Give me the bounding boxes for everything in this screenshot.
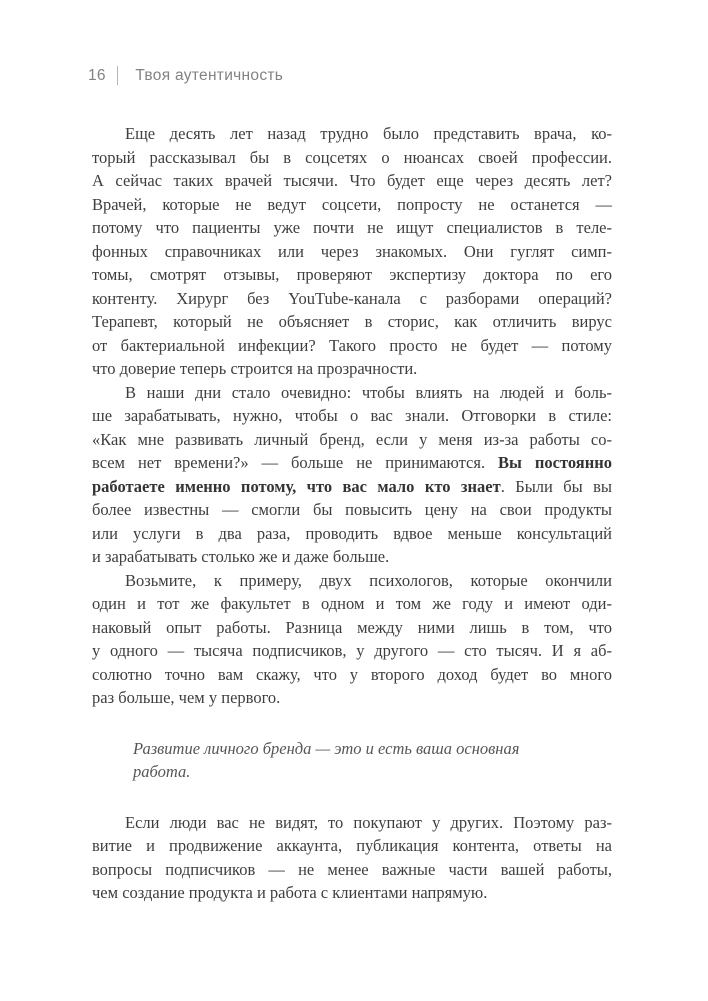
text-line: всем нет времени?» — больше не принимаются. Вы постоянно [92, 453, 612, 472]
text-line: «Как мне развивать личный бренд, если у меня из-за работы со- [92, 429, 612, 449]
running-title: Твоя аутентичность [135, 66, 284, 84]
text-line: контенту. Хирург без YouTube-канала с разборами операций? [92, 288, 612, 308]
text-line: раз больше, чем у первого. [92, 688, 281, 707]
text-line: вопросы подписчиков — не менее важные части вашей работы, [92, 859, 612, 879]
paragraph [92, 381, 612, 569]
page-header [88, 66, 283, 85]
text-line: чем создание продукта и работа с клиентами напрямую. [92, 883, 488, 902]
text-line: ше зарабатывать, нужно, чтобы о вас знали. Отговорки в стиле: [92, 406, 612, 425]
text-line: работаете именно потому, что вас мало кто знает. Были бы вы [92, 476, 612, 496]
text-line: у одного — тысяча подписчиков, у другого — сто тысяч. И я аб- [92, 641, 612, 660]
text-line: томы, смотрят отзывы, проверяют экспертизу доктора по его [92, 265, 612, 284]
text-line: потому что пациенты уже почти не ищут специалистов в теле- [92, 218, 612, 237]
text-line: Возьмите, к примеру, двух психологов, которые окончили [125, 570, 612, 590]
text-line: один и тот же факультет в одном и том же году и имеют оди- [92, 594, 612, 613]
text-line: Еще десять лет назад трудно было представить врача, ко- [125, 124, 612, 143]
text-line: наковый опыт работы. Разница между ними лишь в том, что [92, 617, 612, 637]
paragraph [92, 811, 612, 905]
text-line: витие и продвижение аккаунта, публикация контента, ответы на [92, 836, 612, 855]
text-line: В наши дни стало очевидно: чтобы влиять на людей и боль- [125, 382, 612, 402]
text-line: от бактериальной инфекции? Такого просто не будет — потому [92, 335, 612, 355]
paragraph [92, 569, 612, 710]
text-line: и зарабатывать столько же и даже больше. [92, 547, 390, 566]
pull-quote [133, 737, 612, 784]
header-divider [117, 66, 119, 85]
text-line: Врачей, которые не ведут соцсети, попросту не останется — [92, 194, 612, 214]
text-line: работа. [133, 762, 191, 781]
text-line: А сейчас таких врачей тысячи. Что будет еще через десять лет? [92, 171, 612, 190]
paragraph [92, 122, 612, 381]
text-line: Терапевт, который не объясняет в сторис, как отличить вирус [92, 312, 612, 331]
page-body [92, 122, 612, 905]
text-line: фонных справочниках или через знакомых. Они гуглят симп- [92, 241, 612, 261]
text-line: что доверие теперь строится на прозрачности. [92, 359, 418, 378]
text-line: Если люди вас не видят, то покупают у других. Поэтому раз- [125, 812, 612, 832]
text-line: солютно точно вам скажу, что у второго доход будет во много [92, 664, 612, 684]
text-line: торый рассказывал бы в соцсетях о нюансах своей профессии. [92, 147, 612, 167]
text-line: более известны — смогли бы повысить цену на свои продукты [92, 500, 612, 519]
page-number: 16 [88, 66, 106, 84]
text-line: Развитие личного бренда — это и есть ваша основная [133, 738, 520, 758]
text-line: или услуги в два раза, проводить вдвое меньше консультаций [92, 523, 612, 543]
